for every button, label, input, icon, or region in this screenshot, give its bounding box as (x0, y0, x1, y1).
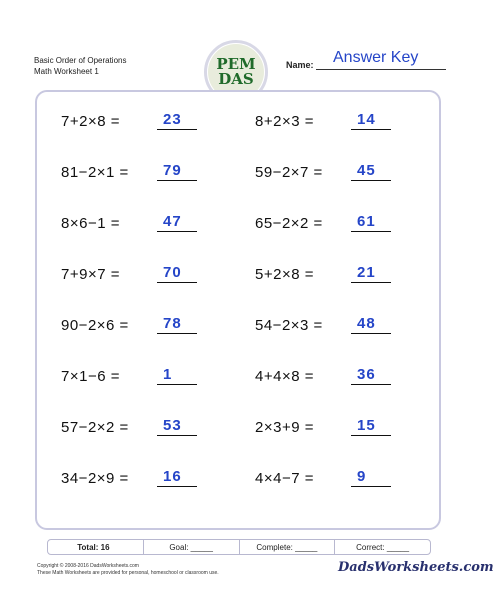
problem-item (255, 161, 425, 185)
problem-expression: 4+4×8 = (255, 368, 314, 385)
problem-item (61, 212, 231, 236)
goal-cell (144, 540, 240, 554)
problem-answer: 16 (163, 468, 182, 485)
problem-expression: 8+2×3 = (255, 113, 314, 130)
logo-text-bottom: DAS (218, 70, 254, 88)
problem-expression: 57−2×2 = (61, 419, 129, 436)
problem-expression: 5+2×8 = (255, 266, 314, 283)
problem-expression: 4×4−7 = (255, 470, 314, 487)
problem-expression: 8×6−1 = (61, 215, 120, 232)
problem-item (61, 416, 231, 440)
copyright-notice (37, 563, 219, 577)
problem-item (255, 467, 425, 491)
problem-item (255, 263, 425, 287)
name-line (316, 69, 446, 70)
problem-answer: 61 (357, 213, 376, 230)
problem-item (61, 365, 231, 389)
worksheet-title-line-2: Math Worksheet 1 (34, 67, 99, 76)
logo-text-top: PEM (216, 55, 256, 73)
brand-logo: DadsWorksheets.com (338, 560, 494, 575)
problem-item (61, 161, 231, 185)
score-bar (47, 539, 431, 555)
problem-answer: 9 (357, 468, 367, 485)
problem-item (61, 263, 231, 287)
problem-answer: 14 (357, 111, 376, 128)
problem-expression: 65−2×2 = (255, 215, 323, 232)
worksheet-title-line-1: Basic Order of Operations (34, 56, 127, 65)
problem-answer: 47 (163, 213, 182, 230)
problem-answer: 1 (163, 366, 173, 383)
problem-expression: 59−2×7 = (255, 164, 323, 181)
problem-item (61, 110, 231, 134)
problem-item (255, 314, 425, 338)
problem-expression: 7+2×8 = (61, 113, 120, 130)
copyright-line-1: Copyright © 2008-2016 DadsWorksheets.com (37, 563, 139, 569)
total-cell (48, 540, 144, 554)
problem-expression: 7+9×7 = (61, 266, 120, 283)
problem-item (61, 314, 231, 338)
problems-panel (35, 90, 441, 530)
problem-answer: 36 (357, 366, 376, 383)
problem-expression: 7×1−6 = (61, 368, 120, 385)
correct-cell (335, 540, 430, 554)
answer-key-label: Answer Key (333, 49, 419, 66)
problem-answer: 79 (163, 162, 182, 179)
problem-item (61, 467, 231, 491)
name-field (286, 49, 446, 71)
problem-answer: 70 (163, 264, 182, 281)
goal-text: Goal: _____ (169, 542, 213, 552)
problem-answer: 23 (163, 111, 182, 128)
problem-item (255, 416, 425, 440)
problem-expression: 34−2×9 = (61, 470, 129, 487)
problem-answer: 53 (163, 417, 182, 434)
name-label: Name: (286, 60, 314, 70)
problem-expression: 2×3+9 = (255, 419, 314, 436)
total-text: Total: 16 (77, 542, 110, 552)
problem-item (255, 365, 425, 389)
problem-item (255, 110, 425, 134)
complete-text: Complete: _____ (256, 542, 318, 552)
problem-answer: 78 (163, 315, 182, 332)
problem-item (255, 212, 425, 236)
worksheet-title (34, 55, 126, 77)
problem-expression: 81−2×1 = (61, 164, 129, 181)
correct-text: Correct: _____ (356, 542, 410, 552)
problem-answer: 45 (357, 162, 376, 179)
problem-answer: 21 (357, 264, 376, 281)
problem-expression: 90−2×6 = (61, 317, 129, 334)
problem-answer: 48 (357, 315, 376, 332)
problem-answer: 15 (357, 417, 376, 434)
copyright-line-2: These Math Worksheets are provided for personal, homeschool or classroom use. (37, 570, 219, 576)
complete-cell (240, 540, 336, 554)
problem-expression: 54−2×3 = (255, 317, 323, 334)
